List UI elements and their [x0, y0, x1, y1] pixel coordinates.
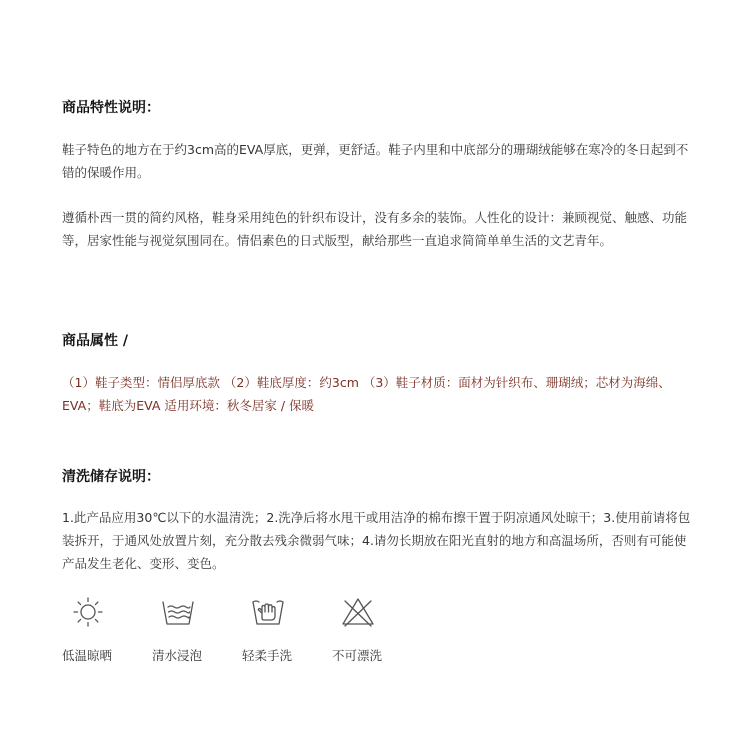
features-title: 商品特性说明：: [62, 100, 160, 116]
care-label: 低温晾晒: [62, 648, 113, 663]
attributes-title: 商品属性 /: [62, 333, 128, 349]
care-item-no-bleach: [332, 594, 402, 663]
attributes-text: （1）鞋子类型：情侣厚底款 （2）鞋底厚度：约3cm （3）鞋子材质：面材为针织布、珊瑚绒；芯材为海绵、EVA；鞋底为EVA 适用环境：秋冬居家 / 保暖: [62, 375, 671, 413]
care-item-low-temp-dry: [62, 594, 132, 663]
features-paragraph-1: 鞋子特色的地方在于约3cm高的EVA厚底，更弹，更舒适。鞋子内里和中底部分的珊瑚绒能够在寒冷的冬日起到不错的保暖作用。: [62, 142, 689, 180]
care-label: 不可漂洗: [332, 648, 383, 663]
care-item-water-soak: [152, 594, 222, 663]
care-title: 清洗储存说明：: [62, 469, 160, 485]
care-item-gentle-hand-wash: [242, 594, 312, 663]
care-label: 清水浸泡: [152, 648, 203, 663]
sun-icon: [70, 594, 106, 630]
hand-wash-icon: [250, 594, 286, 630]
care-label: 轻柔手洗: [242, 648, 293, 663]
care-text: 1.此产品应用30℃以下的水温清洗；2.洗净后将水甩干或用洁净的棉布擦干置于阴凉通风处晾干；3.使用前请将包装拆开，于通风处放置片刻，充分散去残余微弱气味；4.请勿长期放在阳光直射的地方和高温场所，否则有可能使产品发生老化、变形、变色。: [62, 510, 691, 571]
no-bleach-icon: [340, 594, 376, 630]
features-paragraph-2: 遵循朴西一贯的简约风格，鞋身采用纯色的针织布设计，没有多余的装饰。人性化的设计：兼顾视觉、触感、功能等，居家性能与视觉氛围同在。情侣素色的日式版型，献给那些一直追求简简单单生活的文艺青年。: [62, 210, 688, 248]
water-basin-icon: [160, 594, 196, 630]
